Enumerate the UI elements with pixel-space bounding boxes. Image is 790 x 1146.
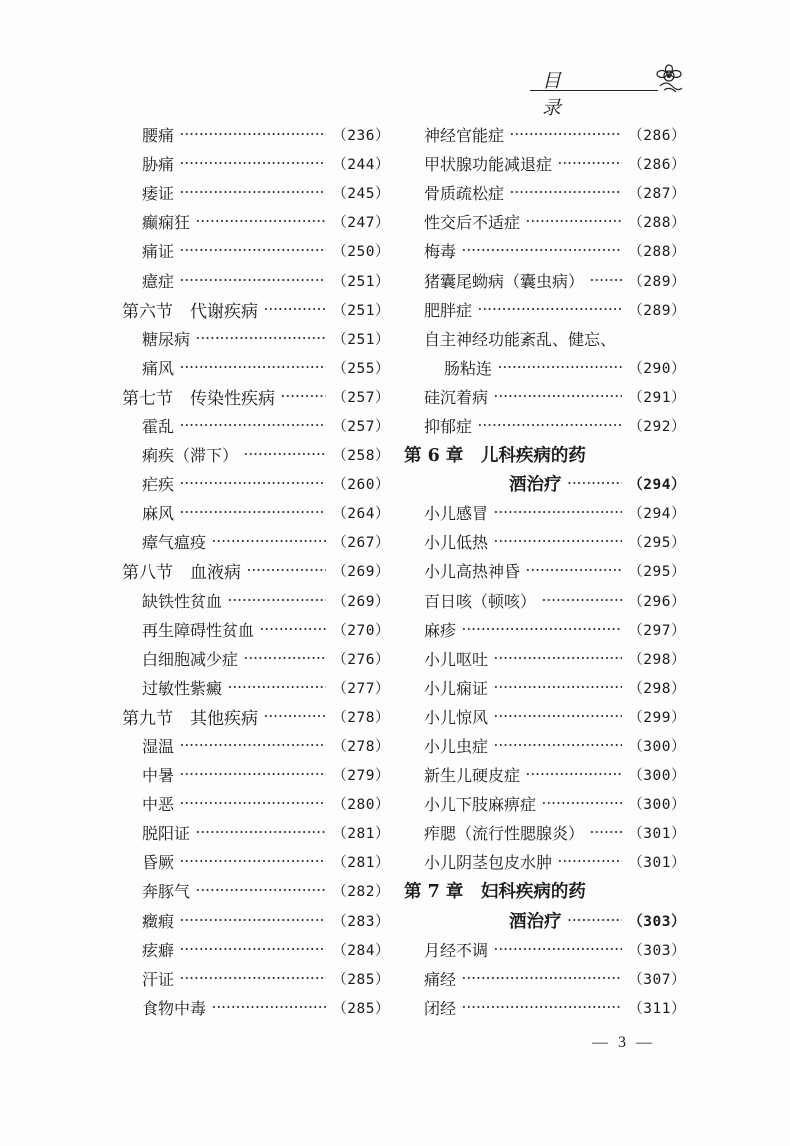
toc-entry-label: 腰痛 — [142, 126, 175, 146]
toc-entry[interactable] — [122, 673, 390, 702]
dot-leader — [494, 390, 622, 403]
toc-entry[interactable] — [122, 644, 390, 673]
toc-page-number: （244） — [332, 157, 390, 174]
toc-entry[interactable] — [122, 964, 390, 993]
toc-page-number: （297） — [628, 622, 686, 639]
toc-entry[interactable] — [404, 731, 686, 760]
toc-page-number: （279） — [332, 768, 390, 785]
toc-page-number: （236） — [332, 128, 390, 145]
dot-leader — [212, 1001, 326, 1014]
dot-leader — [196, 826, 326, 839]
toc-entry[interactable] — [404, 527, 686, 556]
dot-leader — [180, 274, 326, 287]
dot-leader — [212, 535, 326, 548]
dot-leader — [494, 943, 622, 956]
toc-entry-label: 痃癖 — [142, 940, 175, 960]
toc-entry-label: 肥胖症 — [424, 300, 473, 320]
toc-section[interactable] — [122, 702, 390, 731]
toc-chapter[interactable] — [404, 906, 686, 935]
dot-leader — [180, 361, 326, 374]
toc-entry-label: 甲状腺功能减退症 — [424, 155, 553, 175]
toc-page-number: （300） — [628, 797, 686, 814]
toc-entry[interactable] — [122, 469, 390, 498]
toc-page-number: （292） — [628, 418, 686, 435]
toc-entry[interactable] — [122, 207, 390, 236]
toc-entry[interactable] — [122, 847, 390, 876]
dot-leader — [180, 157, 326, 170]
dot-leader — [510, 186, 622, 199]
toc-page-number: （295） — [628, 564, 686, 581]
toc-entry-label: 第九节 其他疾病 — [122, 708, 258, 729]
dot-leader — [568, 914, 623, 927]
toc-page-number: （303） — [628, 913, 686, 930]
toc-entry[interactable] — [122, 178, 390, 207]
dot-leader — [180, 506, 326, 519]
toc-section[interactable] — [122, 382, 390, 411]
toc-page-number: （269） — [332, 564, 390, 581]
toc-page-number: （286） — [628, 157, 686, 174]
dot-leader — [180, 768, 326, 781]
toc-entry-label: 癔症 — [142, 271, 175, 291]
toc-entry[interactable] — [122, 353, 390, 382]
toc-page-number: （281） — [332, 826, 390, 843]
toc-entry[interactable] — [404, 702, 686, 731]
dot-leader — [498, 361, 622, 374]
toc-entry[interactable] — [122, 615, 390, 644]
toc-page-number: （300） — [628, 768, 686, 785]
toc-entry[interactable] — [122, 236, 390, 265]
dot-leader — [462, 1001, 622, 1014]
toc-page-number: （299） — [628, 709, 686, 726]
toc-page-number: （301） — [628, 826, 686, 843]
toc-entry-label: 霍乱 — [142, 416, 175, 436]
toc-entry-label: 第 6 章 儿科疾病的药 — [404, 446, 586, 467]
toc-entry-label: 再生障碍性贫血 — [142, 620, 255, 640]
toc-right-column — [404, 120, 686, 1022]
toc-page-number: （289） — [628, 302, 686, 319]
toc-entry-label: 胁痛 — [142, 155, 175, 175]
dot-leader — [462, 623, 622, 636]
toc-page-number: （294） — [628, 506, 686, 523]
toc-entry-label: 小儿感冒 — [424, 504, 489, 524]
toc-page-number: （295） — [628, 535, 686, 552]
toc-page-number: （277） — [332, 680, 390, 697]
dot-leader — [568, 477, 623, 490]
toc-entry-label: 痛风 — [142, 358, 175, 378]
dot-leader — [228, 681, 326, 694]
toc-entry-label: 小儿高热神昏 — [424, 562, 521, 582]
toc-entry-label: 小儿惊风 — [424, 707, 489, 727]
dot-leader — [196, 215, 326, 228]
toc-page-number: （257） — [332, 418, 390, 435]
toc-chapter[interactable] — [404, 469, 686, 498]
dot-leader — [526, 564, 622, 577]
dot-leader — [264, 710, 326, 723]
toc-page-number: （298） — [628, 651, 686, 668]
toc-entry-label: 抑郁症 — [424, 416, 473, 436]
toc-entry-label: 麻疹 — [424, 620, 457, 640]
toc-entry-label: 麻风 — [142, 504, 175, 524]
dot-leader — [590, 274, 622, 287]
toc-entry-label: 疟疾 — [142, 475, 175, 495]
toc-page-number: （245） — [332, 186, 390, 203]
toc-entry-label: 百日咳（顿咳） — [424, 591, 537, 611]
toc-page-number: （290） — [628, 360, 686, 377]
toc-entry[interactable] — [404, 615, 686, 644]
dot-leader — [260, 623, 326, 636]
toc-entry-label: 小儿呕吐 — [424, 649, 489, 669]
toc-entry-label: 白细胞减少症 — [142, 649, 239, 669]
dot-leader — [180, 128, 326, 141]
toc-page-number: （269） — [332, 593, 390, 610]
toc-entry[interactable] — [404, 964, 686, 993]
toc-page-number: （276） — [332, 651, 390, 668]
toc-entry-label: 小儿下肢麻痹症 — [424, 795, 537, 815]
toc-page-number: （283） — [332, 913, 390, 930]
toc-entry[interactable] — [404, 935, 686, 964]
dot-leader — [180, 186, 326, 199]
toc-entry[interactable] — [404, 295, 686, 324]
toc-page-number: （300） — [628, 739, 686, 756]
dot-leader — [558, 157, 622, 170]
dot-leader — [180, 419, 326, 432]
toc-page-number: （287） — [628, 186, 686, 203]
toc-entry[interactable] — [404, 993, 686, 1022]
dot-leader — [228, 594, 326, 607]
toc-entry[interactable] — [122, 731, 390, 760]
dot-leader — [526, 768, 622, 781]
dot-leader — [180, 855, 326, 868]
toc-page-number: （303） — [628, 942, 686, 959]
toc-entry[interactable] — [122, 993, 390, 1022]
toc-entry-label: 酒治疗 — [509, 911, 562, 932]
toc-entry[interactable] — [122, 906, 390, 935]
toc-entry-label: 奔豚气 — [142, 882, 191, 902]
dot-leader — [180, 972, 326, 985]
toc-entry-label: 闭经 — [424, 998, 457, 1018]
toc-page-number: （307） — [628, 971, 686, 988]
toc-entry[interactable] — [404, 265, 686, 294]
toc-entry[interactable] — [404, 149, 686, 178]
toc-entry[interactable] — [122, 265, 390, 294]
toc-entry[interactable] — [404, 586, 686, 615]
dot-leader — [494, 535, 622, 548]
page-number: — 3 — — [592, 1034, 655, 1051]
toc-entry-label: 第七节 传染性疾病 — [122, 388, 275, 409]
toc-section[interactable] — [122, 295, 390, 324]
toc-entry-label: 第八节 血液病 — [122, 563, 241, 584]
toc-entry[interactable] — [404, 207, 686, 236]
toc-entry[interactable] — [122, 324, 390, 353]
dot-leader — [180, 943, 326, 956]
toc-page-number: （280） — [332, 797, 390, 814]
dot-leader — [478, 303, 622, 316]
toc-entry[interactable] — [122, 120, 390, 149]
toc-entry-label: 硅沉着病 — [424, 387, 489, 407]
toc-entry[interactable] — [404, 760, 686, 789]
toc-entry-label: 过敏性紫癜 — [142, 678, 223, 698]
toc-page-number: （288） — [628, 215, 686, 232]
toc-page-number: （288） — [628, 244, 686, 261]
toc-entry-label: 猪囊尾蚴病（囊虫病） — [424, 271, 585, 291]
toc-entry[interactable] — [122, 440, 390, 469]
dot-leader — [494, 710, 622, 723]
toc-entry-label: 痄腮（流行性腮腺炎） — [424, 824, 585, 844]
toc-entry-label: 糖尿病 — [142, 329, 191, 349]
toc-entry-label: 瘴气瘟疫 — [142, 533, 207, 553]
toc-page-number: （258） — [332, 448, 390, 465]
toc-entry-label: 小儿低热 — [424, 533, 489, 553]
toc-entry[interactable] — [122, 411, 390, 440]
toc-left-column — [122, 120, 390, 1022]
dot-leader — [180, 244, 326, 257]
dot-leader — [494, 506, 622, 519]
toc-entry-label: 小儿虫症 — [424, 737, 489, 757]
toc-entry-label: 自主神经功能紊乱、健忘、 — [424, 329, 617, 349]
toc-entry-label: 肠粘连 — [444, 358, 493, 378]
toc-entry[interactable] — [122, 760, 390, 789]
dot-leader — [244, 652, 326, 665]
toc-page-number: （251） — [332, 273, 390, 290]
toc-entry[interactable] — [122, 149, 390, 178]
toc-entry-label: 癫痫狂 — [142, 213, 191, 233]
toc-entry-label: 梅毒 — [424, 242, 457, 262]
toc-page-number: （270） — [332, 622, 390, 639]
toc-page-number: （285） — [332, 1000, 390, 1017]
toc-entry[interactable] — [404, 382, 686, 411]
dot-leader — [196, 332, 326, 345]
toc-entry[interactable] — [404, 818, 686, 847]
running-header — [530, 62, 680, 119]
toc-entry-label: 昏厥 — [142, 853, 175, 873]
toc-page-number: （247） — [332, 215, 390, 232]
toc-entry[interactable] — [122, 818, 390, 847]
flower-ornament-icon — [652, 64, 686, 98]
toc-entry[interactable] — [404, 556, 686, 585]
toc-entry[interactable] — [122, 586, 390, 615]
toc-entry-label: 第 7 章 妇科疾病的药 — [404, 882, 586, 903]
toc-entry[interactable] — [404, 644, 686, 673]
dot-leader — [494, 652, 622, 665]
toc-entry-label: 痿证 — [142, 184, 175, 204]
toc-page-number: （251） — [332, 302, 390, 319]
toc-page-number: （285） — [332, 971, 390, 988]
dot-leader — [180, 477, 326, 490]
toc-entry[interactable] — [122, 876, 390, 905]
toc-entry[interactable] — [122, 527, 390, 556]
dot-leader — [510, 128, 622, 141]
header-title: 目 录 — [542, 70, 600, 119]
toc-entry[interactable] — [122, 935, 390, 964]
toc-page-number: （289） — [628, 273, 686, 290]
toc-page-number: （291） — [628, 389, 686, 406]
toc-page-number: （282） — [332, 884, 390, 901]
toc-entry[interactable] — [404, 847, 686, 876]
toc-entry[interactable] — [404, 120, 686, 149]
toc-page-number: （267） — [332, 535, 390, 552]
toc-entry[interactable] — [122, 498, 390, 527]
toc-page-number: （278） — [332, 709, 390, 726]
toc-entry-label: 汗证 — [142, 969, 175, 989]
toc-page-number: （255） — [332, 360, 390, 377]
toc-entry-label: 第六节 代谢疾病 — [122, 301, 258, 322]
dot-leader — [478, 419, 622, 432]
toc-entry-label: 小儿阴茎包皮水肿 — [424, 853, 553, 873]
dot-leader — [462, 972, 622, 985]
toc-section[interactable] — [122, 556, 390, 585]
toc-entry-label: 痢疾（滞下） — [142, 446, 239, 466]
toc-entry-label: 中恶 — [142, 795, 175, 815]
dot-leader — [180, 914, 326, 927]
toc-page-number: （294） — [628, 477, 686, 494]
header-rule — [530, 90, 658, 91]
toc-page-number: （260） — [332, 477, 390, 494]
dot-leader — [247, 564, 326, 577]
toc-entry-label: 食物中毒 — [142, 998, 207, 1018]
toc-entry[interactable] — [122, 789, 390, 818]
toc-page-number: （296） — [628, 593, 686, 610]
toc-page-number: （301） — [628, 855, 686, 872]
toc-page-number: （286） — [628, 128, 686, 145]
toc-entry-label: 新生儿硬皮症 — [424, 766, 521, 786]
toc-entry[interactable] — [404, 353, 686, 382]
toc-entry-label: 神经官能症 — [424, 126, 505, 146]
dot-leader — [542, 594, 622, 607]
toc-page-number: （251） — [332, 331, 390, 348]
dot-leader — [526, 215, 622, 228]
toc-page-number: （281） — [332, 855, 390, 872]
toc-entry-label: 中暑 — [142, 766, 175, 786]
toc-chapter[interactable] — [404, 876, 686, 905]
dot-leader — [558, 855, 622, 868]
toc-entry-label: 酒治疗 — [509, 475, 562, 496]
dot-leader — [494, 681, 622, 694]
toc-entry[interactable] — [404, 236, 686, 265]
toc-entry[interactable] — [404, 673, 686, 702]
toc-entry-label: 痛经 — [424, 969, 457, 989]
toc-entry[interactable] — [404, 498, 686, 527]
toc-page-number: （298） — [628, 680, 686, 697]
toc-entry-label: 脱阳证 — [142, 824, 191, 844]
toc-entry-label: 痛证 — [142, 242, 175, 262]
toc-entry-label: 癥瘕 — [142, 911, 175, 931]
toc-entry-label: 骨质疏松症 — [424, 184, 505, 204]
toc-page-number: （311） — [628, 1000, 686, 1017]
toc-page-number: （284） — [332, 942, 390, 959]
dot-leader — [180, 739, 326, 752]
toc-page-number: （278） — [332, 739, 390, 756]
toc-chapter[interactable] — [404, 440, 686, 469]
toc-entry[interactable] — [404, 178, 686, 207]
toc-entry[interactable] — [404, 411, 686, 440]
toc-page-number: （250） — [332, 244, 390, 261]
toc-entry-label: 缺铁性贫血 — [142, 591, 223, 611]
toc-entry-label: 湿温 — [142, 737, 175, 757]
dot-leader — [542, 797, 622, 810]
dot-leader — [462, 244, 622, 257]
toc-entry-label: 性交后不适症 — [424, 213, 521, 233]
dot-leader — [196, 884, 326, 897]
dot-leader — [281, 390, 326, 403]
dot-leader — [590, 826, 622, 839]
toc-entry-label: 小儿痫证 — [424, 678, 489, 698]
dot-leader — [494, 739, 622, 752]
toc-entry[interactable] — [404, 789, 686, 818]
dot-leader — [264, 303, 326, 316]
toc-entry-text[interactable] — [404, 324, 686, 353]
dot-leader — [180, 797, 326, 810]
dot-leader — [244, 448, 326, 461]
toc-page-number: （257） — [332, 389, 390, 406]
toc-entry-label: 月经不调 — [424, 940, 489, 960]
toc-page-number: （264） — [332, 506, 390, 523]
